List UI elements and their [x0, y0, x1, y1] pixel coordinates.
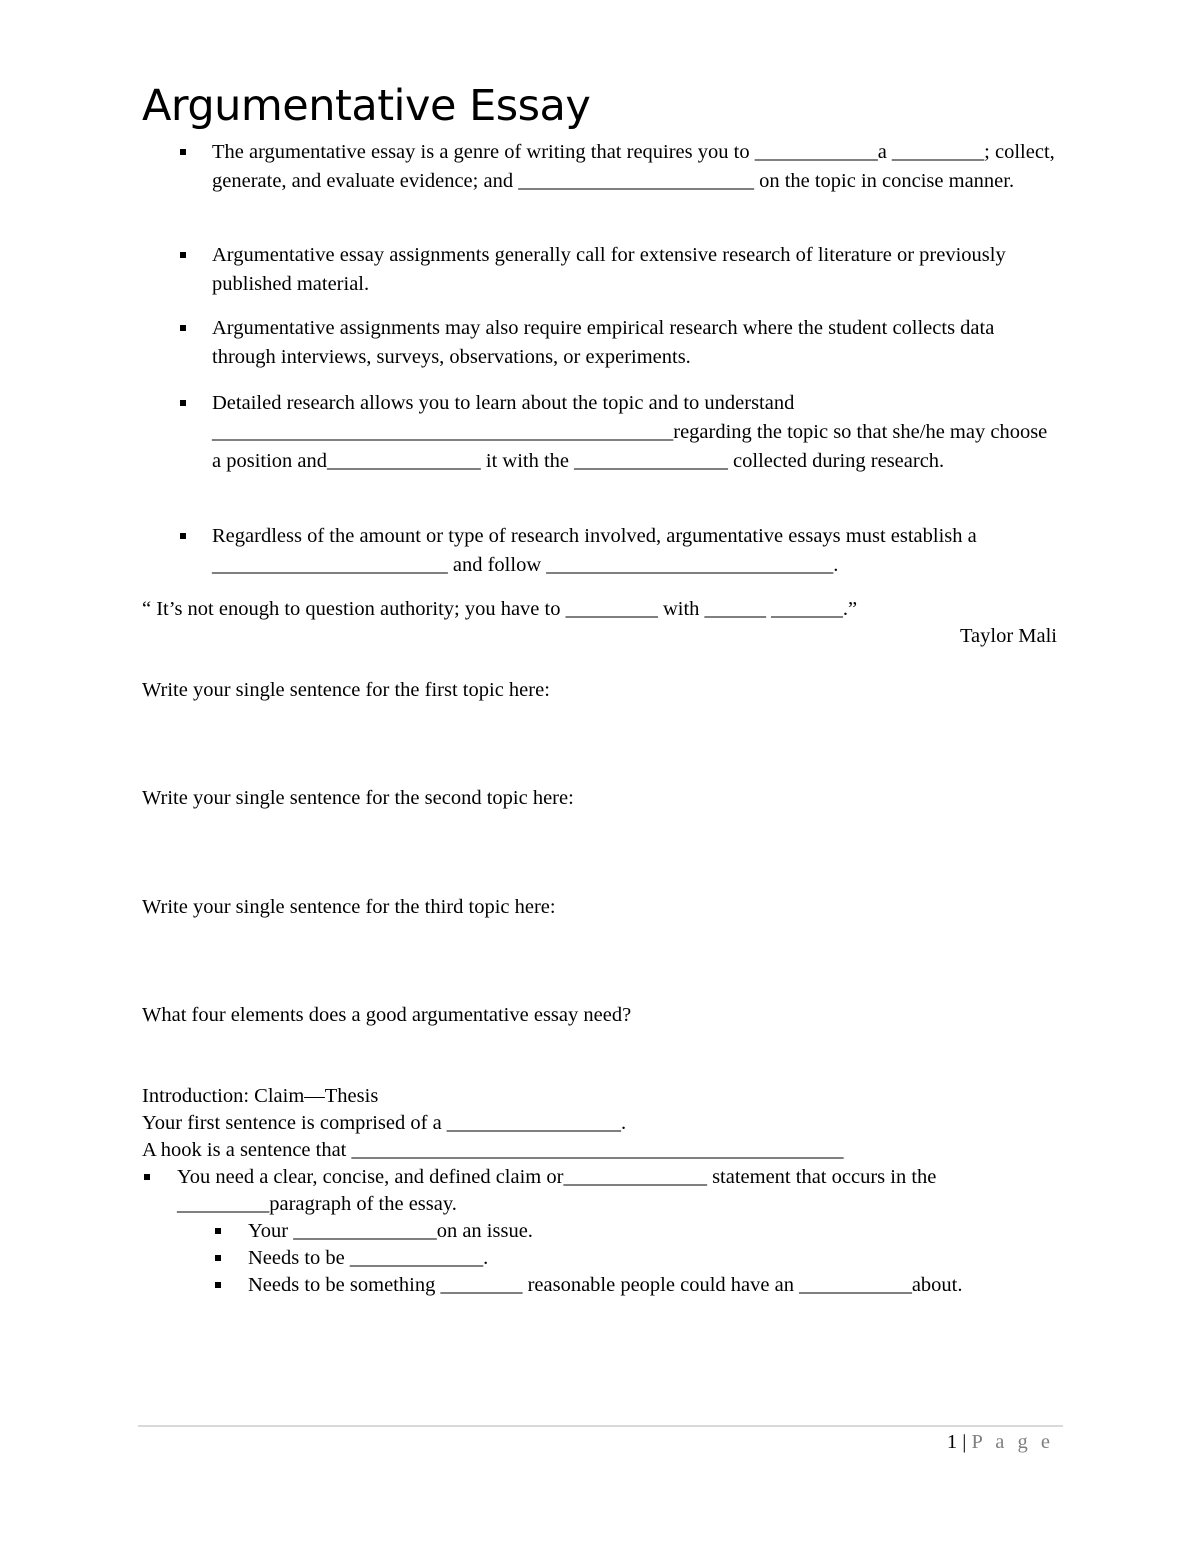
bullet-list-4: [178, 389, 1058, 476]
square-bullet-icon: [144, 1174, 150, 1180]
page-number: 1: [946, 1431, 958, 1453]
list-item: Detailed research allows you to learn about the topic and to understand _____________________________________________regarding the topic so that she/he may choose a position and_______________ it with the _______________ collected during research.: [178, 389, 1058, 476]
list-item: Regardless of the amount or type of research involved, argumentative essays must establish a _______________________ and follow ____________________________.: [178, 522, 1058, 580]
list-item: Your ______________on an issue.: [213, 1218, 1042, 1245]
square-bullet-icon: [215, 1228, 221, 1234]
square-bullet-icon: [215, 1282, 221, 1288]
intro-heading: Introduction: Claim—Thesis: [142, 1085, 379, 1107]
prompt-third-topic: Write your single sentence for the third topic here:: [142, 896, 556, 918]
quote-author: Taylor Mali: [959, 625, 1057, 647]
list-item: Needs to be something ________ reasonable people could have an ___________about.: [213, 1272, 1042, 1299]
bullet-list-2: [178, 241, 1058, 299]
claim-sub-list: [177, 1218, 1042, 1299]
list-item: You need a clear, concise, and defined claim or______________ statement that occurs in the _________paragraph of the essay. Your ______________on an issue. Needs to be _____________. Needs to be something ________ reasonable people could have an ___________about.: [142, 1164, 1042, 1299]
square-bullet-icon: [180, 325, 186, 331]
claim-list: [142, 1164, 1042, 1299]
prompt-four-elements: What four elements does a good argumentative essay need?: [142, 1004, 632, 1026]
square-bullet-icon: [180, 400, 186, 406]
square-bullet-icon: [180, 252, 186, 258]
bullet-list-5: [178, 522, 1058, 580]
list-item: Argumentative essay assignments generally call for extensive research of literature or previously published material.: [178, 241, 1058, 299]
list-item: The argumentative essay is a genre of writing that requires you to ____________a _________; collect, generate, and evaluate evidence; and _______________________ on the topic in concise manner.: [178, 138, 1058, 196]
page-title: Argumentative Essay: [142, 81, 591, 131]
list-item: Needs to be _____________.: [213, 1245, 1042, 1272]
page-footer: [947, 1429, 1054, 1456]
square-bullet-icon: [180, 149, 186, 155]
footer-divider: [138, 1425, 1063, 1427]
intro-first-sentence: Your first sentence is comprised of a _________________.: [142, 1112, 627, 1134]
square-bullet-icon: [215, 1255, 221, 1261]
prompt-second-topic: Write your single sentence for the second topic here:: [142, 787, 574, 809]
prompt-first-topic: Write your single sentence for the first topic here:: [142, 679, 550, 701]
square-bullet-icon: [180, 533, 186, 539]
footer-separator: |: [962, 1431, 967, 1453]
quote-text: “ It’s not enough to question authority; you have to _________ with ______ _______.”: [142, 598, 858, 620]
intro-hook: A hook is a sentence that ________________________________________________: [142, 1139, 844, 1161]
bullet-list-3: [178, 314, 1058, 372]
list-item: Argumentative assignments may also require empirical research where the student collects data through interviews, surveys, observations, or experiments.: [178, 314, 1058, 372]
page-label: P a g e: [971, 1431, 1054, 1453]
bullet-list-1: [178, 138, 1058, 196]
